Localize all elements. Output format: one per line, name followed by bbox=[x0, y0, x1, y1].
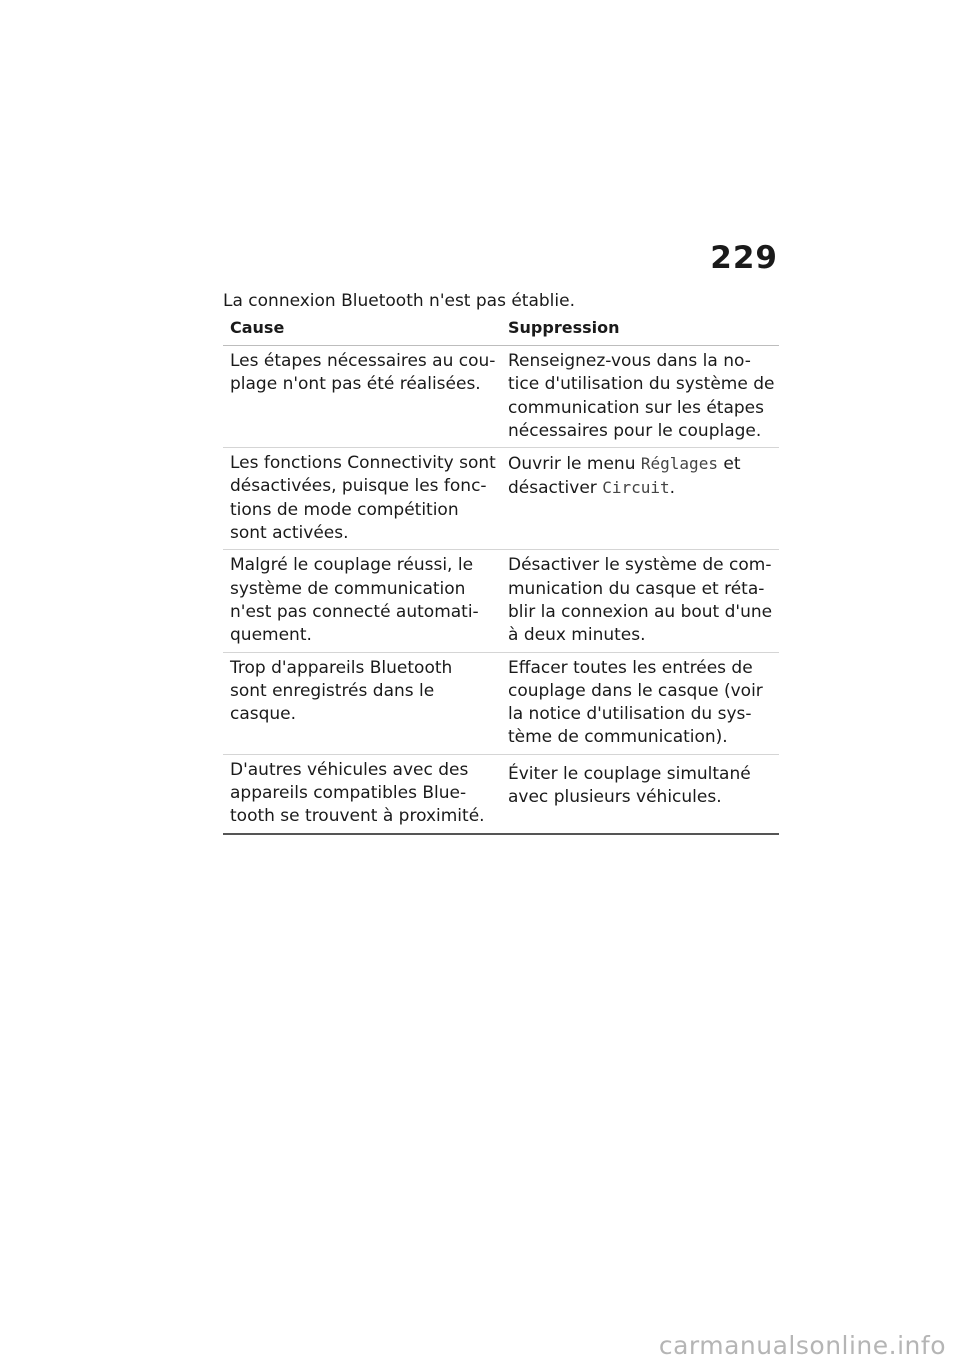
header-suppression: Suppression bbox=[508, 318, 620, 337]
text-line: nécessaires pour le couplage. bbox=[508, 420, 762, 441]
text-line: à deux minutes. bbox=[508, 625, 646, 646]
suppression-cell bbox=[501, 448, 779, 549]
text-line: couplage dans le casque (voir bbox=[508, 680, 763, 701]
text-line: Les étapes nécessaires au cou- bbox=[230, 351, 496, 371]
cause-cell bbox=[223, 755, 501, 833]
text-line: désactivées, puisque les fonc- bbox=[230, 476, 487, 497]
text-line: Trop d'appareils Bluetooth bbox=[230, 657, 453, 678]
menu-name-code: Circuit bbox=[602, 478, 670, 498]
text-line: munication du casque et réta- bbox=[508, 578, 765, 599]
text-fragment: Ouvrir le menu bbox=[508, 454, 641, 475]
troubleshooting-table bbox=[223, 316, 779, 835]
text-line: Malgré le couplage réussi, le bbox=[230, 555, 474, 576]
section-intro: La connexion Bluetooth n'est pas établie. bbox=[223, 291, 575, 311]
watermark-text: carmanualsonline.info bbox=[658, 1331, 946, 1360]
table-row bbox=[223, 755, 779, 835]
table-row bbox=[223, 346, 779, 448]
text-line: tooth se trouvent à proximité. bbox=[230, 806, 485, 827]
text-line: Effacer toutes les entrées de bbox=[508, 657, 753, 678]
text-fragment: et bbox=[717, 454, 741, 475]
text-line: sont activées. bbox=[230, 523, 349, 544]
text-line: la notice d'utilisation du sys- bbox=[508, 704, 752, 725]
text-line: casque. bbox=[230, 704, 297, 725]
cause-cell bbox=[223, 653, 501, 754]
suppression-cell bbox=[501, 755, 779, 833]
suppression-cell bbox=[501, 550, 779, 651]
text-line: n'est pas connecté automati- bbox=[230, 601, 479, 622]
text-line: blir la connexion au bout d'une bbox=[508, 601, 773, 622]
suppression-cell bbox=[501, 653, 779, 754]
text-line bbox=[508, 476, 779, 500]
text-line: D'autres véhicules avec des bbox=[230, 759, 469, 780]
text-line: tème de communication). bbox=[508, 727, 728, 748]
suppression-cell bbox=[501, 346, 779, 447]
text-fragment: . bbox=[669, 478, 676, 499]
menu-name-code: Réglages bbox=[640, 454, 718, 474]
table-row bbox=[223, 448, 779, 550]
text-line: appareils compatibles Blue- bbox=[230, 783, 467, 804]
cause-cell bbox=[223, 448, 501, 549]
table-row bbox=[223, 653, 779, 755]
text-line: communication sur les étapes bbox=[508, 397, 764, 418]
text-line: Désactiver le système de com- bbox=[508, 555, 772, 576]
text-line: Les fonctions Connectivity sont bbox=[230, 453, 496, 474]
text-line: avec plusieurs véhicules. bbox=[508, 787, 722, 808]
text-line: plage n'ont pas été réalisées. bbox=[230, 374, 481, 395]
table-row bbox=[223, 550, 779, 652]
cause-cell bbox=[223, 550, 501, 651]
cause-cell bbox=[223, 346, 501, 447]
text-fragment: désactiver bbox=[508, 478, 603, 499]
text-line: Renseignez-vous dans la no- bbox=[508, 351, 751, 371]
text-line bbox=[508, 452, 779, 476]
table-header bbox=[223, 316, 779, 346]
text-line: système de communication bbox=[230, 578, 466, 599]
text-line: sont enregistrés dans le bbox=[230, 680, 435, 701]
text-line: Éviter le couplage simultané bbox=[508, 763, 751, 784]
page-number: 229 bbox=[710, 240, 778, 276]
text-line: quement. bbox=[230, 625, 312, 646]
text-line: tice d'utilisation du système de bbox=[508, 374, 775, 395]
header-cause: Cause bbox=[230, 318, 285, 337]
text-line: tions de mode compétition bbox=[230, 499, 459, 520]
